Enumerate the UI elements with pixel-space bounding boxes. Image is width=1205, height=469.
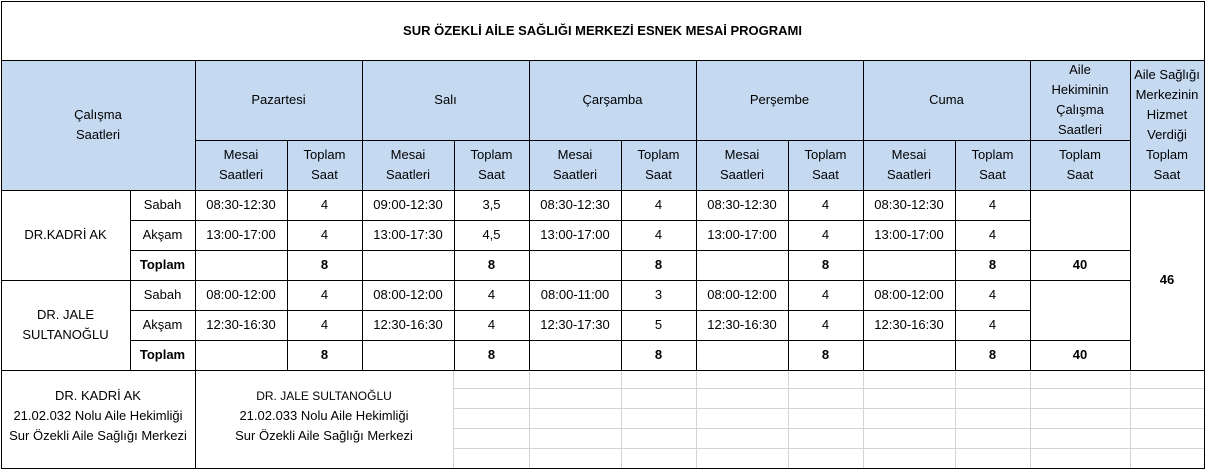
grid-line [362, 60, 363, 371]
day-total: 8 [320, 347, 329, 362]
day-total: 8 [654, 347, 663, 362]
shift-total: 4 [654, 227, 663, 242]
day-header-3: Perşembe [696, 60, 863, 140]
grid-line [1030, 280, 1131, 281]
shift-label: Sabah [143, 287, 182, 302]
grid-line [453, 370, 454, 469]
shift-label: Akşam [142, 317, 183, 332]
total-row-label: Toplam [139, 257, 186, 272]
shift-hours: 08:30-12:30 [707, 197, 777, 212]
mesai-saatleri-header: Mesai Saatleri [696, 140, 788, 190]
shift-hours: 09:00-12:30 [373, 197, 443, 212]
grid-line [1, 1, 2, 469]
grid-line [130, 220, 1031, 221]
day-header-2: Çarşamba [529, 60, 696, 140]
shift-hours: 12:30-16:30 [707, 317, 777, 332]
grid-line [696, 370, 697, 469]
mesai-saatleri-header: Mesai Saatleri [195, 140, 287, 190]
signature-block [1, 382, 195, 450]
signature-name: DR. KADRİ AK [55, 388, 141, 403]
grid-line [1, 190, 1205, 191]
signature-line: Sur Özekli Aile Sağlığı Merkezi [9, 428, 187, 443]
header-calisma-saatleri: Çalışma Saatleri [1, 60, 195, 190]
signature-line: 21.02.033 Nolu Aile Hekimliği [239, 408, 409, 423]
grid-line [788, 370, 789, 469]
shift-hours: 08:00-12:00 [373, 287, 443, 302]
shift-total: 4 [320, 287, 329, 302]
shift-hours: 12:30-16:30 [373, 317, 443, 332]
shift-total: 4 [821, 287, 830, 302]
toplam-saat-header: Toplam Saat [1030, 140, 1130, 190]
shift-total: 4,5 [482, 227, 501, 242]
shift-total: 4 [821, 227, 830, 242]
shift-total: 4 [320, 317, 329, 332]
day-total: 8 [320, 257, 329, 272]
mesai-saatleri-header: Mesai Saatleri [362, 140, 454, 190]
grid-line [130, 250, 1031, 251]
day-total: 8 [654, 257, 663, 272]
grid-line [195, 140, 1131, 141]
day-total: 8 [487, 257, 496, 272]
shift-total: 4 [487, 317, 496, 332]
shift-total: 3 [654, 287, 663, 302]
shift-hours: 12:30-16:30 [874, 317, 944, 332]
shift-hours: 08:30-12:30 [540, 197, 610, 212]
shift-total: 4 [487, 287, 496, 302]
grid-line [1, 60, 1205, 61]
grid-line [195, 60, 196, 371]
grid-line [454, 140, 455, 371]
day-header-4: Cuma [863, 60, 1030, 140]
page-title: SUR ÖZEKLİ AİLE SAĞLIĞI MERKEZİ ESNEK MESAİ PROGRAMI [403, 22, 802, 38]
toplam-saat-header: Toplam Saat [287, 140, 362, 190]
grid-line [453, 428, 1205, 429]
mesai-saatleri-header: Mesai Saatleri [529, 140, 621, 190]
doctor-name: DR. JALE SULTANOĞLU [22, 307, 109, 342]
grid-line [863, 370, 864, 469]
day-header-1: Salı [362, 60, 529, 140]
shift-total: 4 [320, 227, 329, 242]
grid-line [1130, 370, 1131, 469]
shift-total: 4 [654, 197, 663, 212]
shift-hours: 12:30-16:30 [206, 317, 276, 332]
toplam-saat-header: Toplam Saat [955, 140, 1030, 190]
shift-hours: 08:30-12:30 [874, 197, 944, 212]
grid-line [130, 280, 1031, 281]
shift-label: Sabah [143, 197, 182, 212]
signature-name: DR. JALE SULTANOĞLU [256, 389, 392, 403]
grid-line [696, 60, 697, 371]
total-row-label: Toplam [139, 347, 186, 362]
grid-line [453, 408, 1205, 409]
grid-line [1, 1, 1205, 2]
grid-line [287, 140, 288, 371]
grid-line [529, 370, 530, 469]
shift-total: 4 [821, 197, 830, 212]
grid-line [955, 370, 956, 469]
shift-total: 4 [821, 317, 830, 332]
grid-line [453, 388, 1205, 389]
shift-hours: 13:00-17:00 [874, 227, 944, 242]
toplam-saat-header: Toplam Saat [454, 140, 529, 190]
grid-line [621, 370, 622, 469]
grid-line [130, 340, 1031, 341]
shift-total: 5 [654, 317, 663, 332]
doctor-name: DR.KADRİ AK [24, 227, 107, 242]
day-total: 8 [487, 347, 496, 362]
shift-total: 4 [988, 287, 997, 302]
asm-total-value: 46 [1159, 272, 1175, 287]
day-total: 8 [821, 347, 830, 362]
shift-total: 4 [320, 197, 329, 212]
grid-line [1030, 370, 1031, 469]
grid-line [453, 448, 1205, 449]
grid-line [130, 310, 1031, 311]
grid-line [130, 190, 131, 371]
signature-line: 21.02.032 Nolu Aile Hekimliği [13, 408, 183, 423]
grid-line [529, 60, 530, 371]
grid-line [1, 370, 1205, 371]
shift-hours: 12:30-17:30 [540, 317, 610, 332]
shift-total: 4 [988, 227, 997, 242]
doctor-grand-total: 40 [1072, 347, 1088, 362]
grid-line [1130, 60, 1131, 371]
shift-hours: 13:00-17:00 [540, 227, 610, 242]
grid-line [955, 140, 956, 371]
signature-line: Sur Özekli Aile Sağlığı Merkezi [235, 428, 413, 443]
shift-label: Akşam [142, 227, 183, 242]
shift-total: 4 [988, 317, 997, 332]
grid-line [1, 280, 131, 281]
grid-line [788, 140, 789, 371]
shift-hours: 08:00-12:00 [874, 287, 944, 302]
day-total: 8 [821, 257, 830, 272]
shift-total: 3,5 [482, 197, 501, 212]
grid-line [863, 60, 864, 371]
toplam-saat-header: Toplam Saat [788, 140, 863, 190]
grid-line [621, 140, 622, 371]
signature-block [195, 382, 453, 450]
mesai-saatleri-header: Mesai Saatleri [863, 140, 955, 190]
shift-hours: 08:00-11:00 [540, 287, 610, 302]
grid-line [1030, 250, 1131, 251]
shift-hours: 08:00-12:00 [707, 287, 777, 302]
grid-line [1030, 340, 1131, 341]
shift-hours: 08:00-12:00 [206, 287, 276, 302]
shift-hours: 08:30-12:30 [206, 197, 276, 212]
shift-hours: 13:00-17:00 [707, 227, 777, 242]
doctor-grand-total: 40 [1072, 257, 1088, 272]
day-total: 8 [988, 347, 997, 362]
day-total: 8 [988, 257, 997, 272]
toplam-saat-header: Toplam Saat [621, 140, 696, 190]
shift-hours: 13:00-17:30 [373, 227, 443, 242]
header-aile-hekimi: Aile Hekiminin Çalışma Saatleri [1030, 60, 1130, 140]
header-asm-toplam: Aile Sağlığı Merkezinin Hizmet Verdiği Toplam Saat [1130, 60, 1204, 190]
shift-hours: 13:00-17:00 [206, 227, 276, 242]
shift-total: 4 [988, 197, 997, 212]
grid-line [1030, 60, 1031, 371]
grid-line [195, 370, 196, 469]
day-header-0: Pazartesi [195, 60, 362, 140]
